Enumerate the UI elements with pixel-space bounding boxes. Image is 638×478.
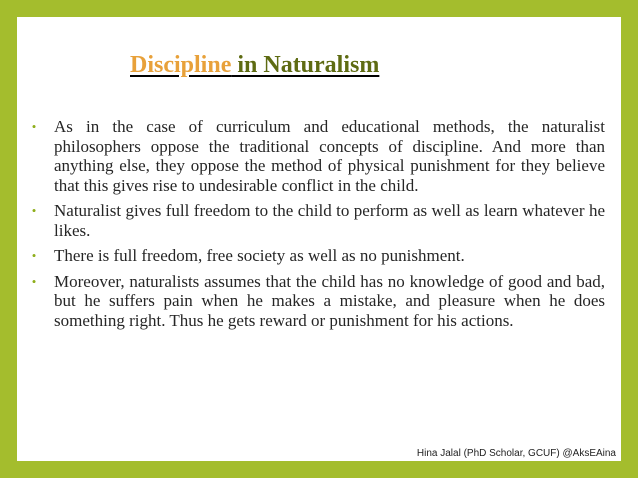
bullet-dot-icon: • [31, 273, 37, 289]
bullet-text: There is full freedom, free society as well as no punishment. [54, 246, 465, 265]
bullet-item [27, 117, 605, 195]
footer-credit: Hina Jalal (PhD Scholar, GCUF) @AksEAina [416, 448, 616, 459]
bullet-item [27, 201, 605, 240]
slide [17, 17, 621, 461]
title-rest: in Naturalism [231, 52, 380, 78]
bullet-dot-icon: • [31, 203, 37, 218]
bullet-list [27, 117, 605, 336]
slide-title [130, 50, 379, 80]
bullet-item [27, 272, 605, 331]
bullet-text: Naturalist gives full freedom to the child to perform as well as learn whatever he likes. [54, 201, 605, 240]
bullet-text: As in the case of curriculum and educational methods, the naturalist philosophers oppose the traditional concepts of discipline. And more than anything else, they oppose the method of physical punishment for they believe that this gives rise to undesirable conflict in the child. [54, 117, 605, 195]
bullet-text: Moreover, naturalists assumes that the child has no knowledge of good and bad, but he suffers pain when he makes a mistake, and pleasure when he does something right. Thus he gets reward or punishment for his actions. [54, 271, 605, 330]
bullet-dot-icon: • [31, 119, 37, 134]
title-accent-word: Discipline [130, 52, 232, 78]
bullet-item [27, 246, 605, 266]
bullet-dot-icon: • [31, 248, 37, 263]
